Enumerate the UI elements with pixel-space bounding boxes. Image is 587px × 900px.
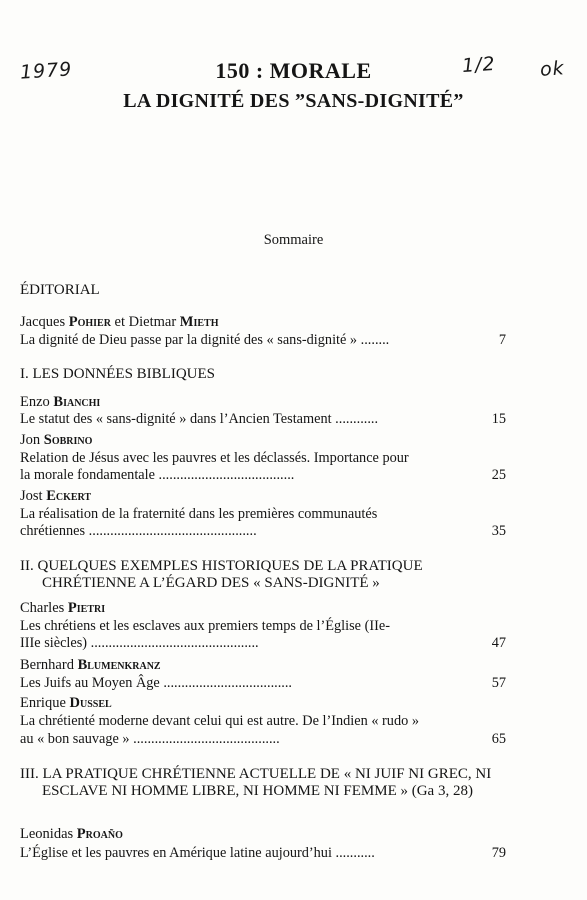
author-first-name: Jost [20, 488, 43, 504]
handwritten-year-note: 1979 [19, 58, 74, 84]
author2-first-name: Dietmar [128, 314, 177, 330]
section-heading-contemporary: III. LA PRATIQUE CHRÉTIENNE ACTUELLE DE « NI JUIF NI GREC, NI ESCLAVE NI HOMME LIBRE, NI HOMME NI FEMME » (Ga 3, 28) [20, 766, 492, 799]
author-joiner: et [114, 314, 126, 330]
entry-author [20, 314, 218, 331]
entry-page-number: 25 [491, 467, 506, 483]
entry-title: Le statut des « sans-dignité » dans l’Ancien Testament ............ [20, 411, 379, 427]
entry-title: La dignité de Dieu passe par la dignité des « sans-dignité » ........ [20, 332, 390, 348]
author-first-name: Leonidas [20, 826, 74, 842]
author-first-name: Jon [20, 432, 41, 448]
entry-page-number: 65 [491, 731, 506, 747]
entry-title-line-2: IIIe siècles) ............................................... [20, 635, 259, 651]
entry-title-line-1: La chrétienté moderne devant celui qui est autre. De l’Indien « rudo » [20, 713, 419, 729]
entry-author [20, 394, 100, 411]
entry-author [20, 600, 105, 617]
author-first-name: Jacques [20, 314, 66, 330]
handwritten-fraction-note: 1/2 [461, 52, 497, 78]
entry-page-number: 47 [491, 635, 506, 651]
section-heading-editorial: ÉDITORIAL [20, 282, 100, 298]
author2-last-name: Mieth [179, 314, 219, 330]
page-subtitle: LA DIGNITÉ DES ”SANS-DIGNITÉ” [123, 90, 464, 112]
summary-label: Sommaire [263, 232, 324, 248]
author-last-name: Sobrino [43, 432, 93, 448]
entry-title-line-2: chrétiennes ............................................... [20, 523, 257, 539]
author-first-name: Enrique [20, 695, 66, 711]
section-heading-biblical: I. LES DONNÉES BIBLIQUES [20, 366, 215, 382]
entry-author [20, 657, 161, 674]
author-first-name: Bernhard [20, 657, 74, 673]
entry-page-number: 79 [491, 845, 506, 861]
author-last-name: Dussel [69, 695, 112, 711]
entry-page-number: 15 [491, 411, 506, 427]
section-heading-historical: II. QUELQUES EXEMPLES HISTORIQUES DE LA PRATIQUE CHRÉTIENNE A L’ÉGARD DES « SANS-DIGNITÉ » [20, 558, 423, 591]
author-first-name: Charles [20, 600, 65, 616]
handwritten-ok-note: ok [539, 57, 566, 81]
entry-title-line-1: La réalisation de la fraternité dans les premières communautés [20, 506, 378, 522]
entry-title-line-2: la morale fondamentale ...................................... [20, 467, 295, 483]
author-last-name: Pohier [68, 314, 111, 330]
entry-page-number: 7 [498, 332, 506, 348]
entry-title-line-1: Relation de Jésus avec les pauvres et les déclassés. Importance pour [20, 450, 409, 466]
entry-title-line-2: au « bon sauvage » ......................................... [20, 731, 280, 747]
entry-author [20, 488, 91, 505]
entry-author [20, 432, 92, 449]
author-first-name: Enzo [20, 394, 50, 410]
entry-title: L’Église et les pauvres en Amérique latine aujourd’hui ........... [20, 845, 375, 861]
page-title: 150 : MORALE [215, 58, 372, 83]
entry-author [20, 695, 112, 712]
entry-author [20, 826, 123, 843]
author-last-name: Bianchi [53, 394, 101, 410]
author-last-name: Pietri [67, 600, 106, 616]
author-last-name: Eckert [46, 488, 92, 504]
entry-page-number: 35 [491, 523, 506, 539]
entry-title-line-1: Les chrétiens et les esclaves aux premiers temps de l’Église (IIe- [20, 618, 390, 634]
entry-page-number: 57 [491, 675, 506, 691]
author-last-name: Proaño [76, 826, 123, 842]
entry-title: Les Juifs au Moyen Âge .................................... [20, 675, 293, 691]
author-last-name: Blumenkranz [77, 657, 161, 673]
